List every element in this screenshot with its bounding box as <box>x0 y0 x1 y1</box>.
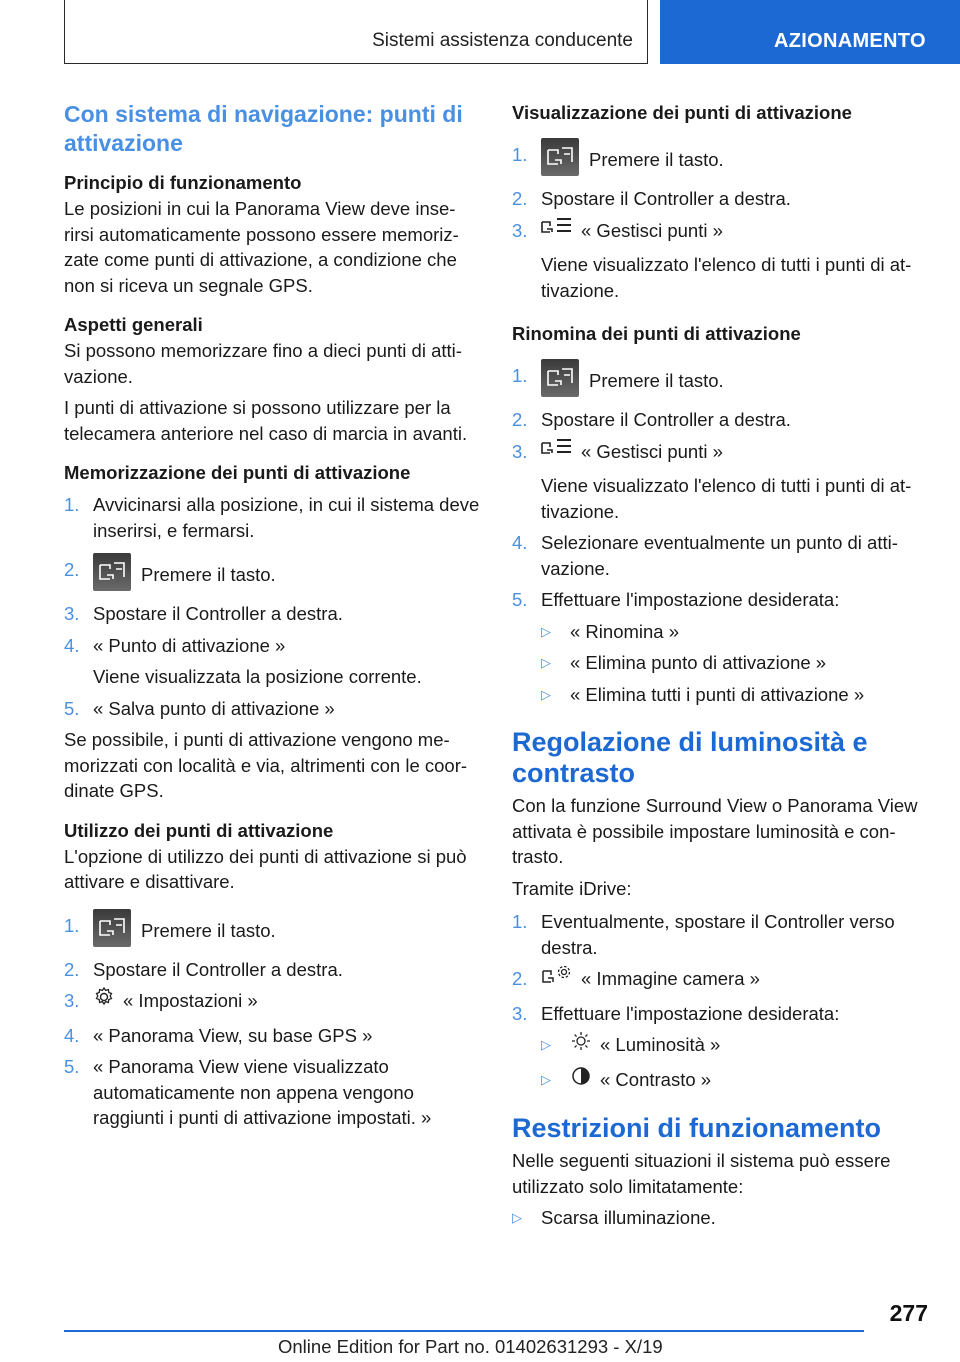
list-item: 2. Spostare il Controller a destra. <box>512 188 791 209</box>
list-item: ▷ « Elimina tutti i punti di attivazione » <box>512 682 932 708</box>
list-item: 1. Premere il tasto. <box>512 142 932 180</box>
list-item: 5. Effettuare l'impostazione desiderata: <box>512 589 840 610</box>
heading-rename: Rinomina dei punti di attivazione <box>512 323 801 344</box>
list-item: 2. Spostare il Controller a destra. <box>512 409 791 430</box>
camera-gear-icon <box>541 964 573 993</box>
header-section-title: Sistemi assistenza conducente <box>372 30 633 51</box>
heading-general: Aspetti generali <box>64 314 203 335</box>
list-item: 4. « Panorama View, su base GPS » <box>64 1024 373 1046</box>
triangle-bullet-icon: ▷ <box>541 1071 551 1087</box>
use-steps <box>64 913 480 1131</box>
camera-button-icon <box>93 553 131 591</box>
list-item: 1. Avvicinarsi alla posizione, in cui il sistema deve inserirsi, e fermarsi. <box>64 494 480 541</box>
list-item: 3. Effettuare l'impostazione desiderata: <box>512 1002 840 1024</box>
triangle-bullet-icon: ▷ <box>541 655 551 670</box>
text-store-after: Se possibile, i punti di attivazione vengono me-morizzati con località e via, altrimenti con le coor-dinate GPS. <box>64 729 468 801</box>
brightness-options <box>512 1032 932 1095</box>
text-general-2: I punti di attivazione si possono utilizzare per la telecamera anteriore nel caso di marcia in avanti. <box>64 397 468 444</box>
list-item: ▷ Scarsa illuminazione. <box>512 1205 932 1231</box>
right-column <box>512 100 932 1231</box>
camera-list-icon <box>541 437 573 466</box>
list-item: 5. « Panorama View viene visualizzato automaticamente non appena vengono raggiunti i punti di attivazione impostati. » <box>64 1056 432 1128</box>
list-item: 2. Spostare il Controller a destra. <box>64 958 343 980</box>
section-title-limits: Restrizioni di funzionamento <box>512 1113 881 1143</box>
heading-principle: Principio di funzionamento <box>64 172 302 193</box>
list-item: 4. « Punto di attivazione » Viene visualizzata la posizione corrente. <box>64 634 422 687</box>
left-column <box>64 100 480 1131</box>
list-item: 3. « Gestisci punti » Viene visualizzato l'elenco di tutti i punti di at-tivazione. <box>512 439 932 525</box>
section-title-activation-points: Con sistema di navigazione: punti di attivazione <box>64 101 463 156</box>
list-item: 1. Premere il tasto. <box>64 913 480 951</box>
store-steps <box>64 492 480 721</box>
list-item: 2. « Immagine camera » <box>512 966 932 995</box>
text-general-1: Si possono memorizzare fino a dieci punti di atti-vazione. <box>64 340 462 387</box>
camera-button-icon <box>93 909 131 947</box>
text-principle: Le posizioni in cui la Panorama View deve inse-rirsi automaticamente possono essere memoriz-zate come punti di attivazione, a condizione che non si riceva un segnale GPS. <box>64 198 459 296</box>
list-item: 3. « Gestisci punti » Viene visualizzato l'elenco di tutti i punti di at-tivazione. <box>512 218 932 304</box>
text-brightness: Con la funzione Surround View o Panorama View attivata è possibile impostare luminosità e con-trasto. <box>512 795 918 867</box>
rename-options <box>512 619 932 708</box>
heading-show: Visualizzazione dei punti di attivazione <box>512 102 852 123</box>
list-item: 2. Premere il tasto. <box>64 557 480 595</box>
limits-list <box>512 1205 932 1231</box>
section-title-brightness: Regolazione di luminosità e contrasto <box>512 727 868 788</box>
camera-button-icon <box>541 138 579 176</box>
gear-icon <box>93 986 115 1015</box>
list-item: 1. Premere il tasto. <box>512 363 932 401</box>
triangle-bullet-icon: ▷ <box>541 623 551 639</box>
camera-button-icon <box>541 359 579 397</box>
text-use: L'opzione di utilizzo dei punti di attivazione si può attivare e disattivare. <box>64 845 467 892</box>
list-item: ▷ « Contrasto » <box>512 1067 932 1096</box>
triangle-bullet-icon: ▷ <box>512 1210 522 1225</box>
header-chapter-title: AZIONAMENTO <box>774 30 926 52</box>
sun-icon <box>570 1030 592 1059</box>
triangle-bullet-icon: ▷ <box>541 686 551 702</box>
text-idrive: Tramite iDrive: <box>512 877 632 899</box>
footer-divider <box>64 1330 864 1332</box>
footer-edition: Online Edition for Part no. 01402631293 - X/19 <box>278 1336 663 1357</box>
list-item: 3. « Impostazioni » <box>64 988 480 1017</box>
list-item: 4. Selezionare eventualmente un punto di atti-vazione. <box>512 532 898 579</box>
triangle-bullet-icon: ▷ <box>541 1037 551 1052</box>
heading-use: Utilizzo dei punti di attivazione <box>64 819 334 841</box>
camera-list-icon <box>541 216 573 245</box>
list-item: 5. « Salva punto di attivazione » <box>64 697 335 719</box>
list-item: 1. Eventualmente, spostare il Controller verso destra. <box>512 911 895 958</box>
list-item: ▷ « Luminosità » <box>512 1032 932 1061</box>
brightness-steps <box>512 909 932 1026</box>
list-item: 3. Spostare il Controller a destra. <box>64 603 343 624</box>
show-steps <box>512 142 932 303</box>
contrast-icon <box>570 1065 592 1094</box>
list-item: ▷ « Rinomina » <box>512 619 932 645</box>
header-section-box <box>64 0 648 64</box>
list-item: ▷ « Elimina punto di attivazione » <box>512 650 932 676</box>
header-chapter-tab[interactable] <box>660 0 960 64</box>
text-limits: Nelle seguenti situazioni il sistema può essere utilizzato solo limitatamente: <box>512 1150 891 1197</box>
page-number: 277 <box>889 1300 928 1326</box>
heading-store: Memorizzazione dei punti di attivazione <box>64 462 411 483</box>
rename-steps <box>512 363 932 613</box>
